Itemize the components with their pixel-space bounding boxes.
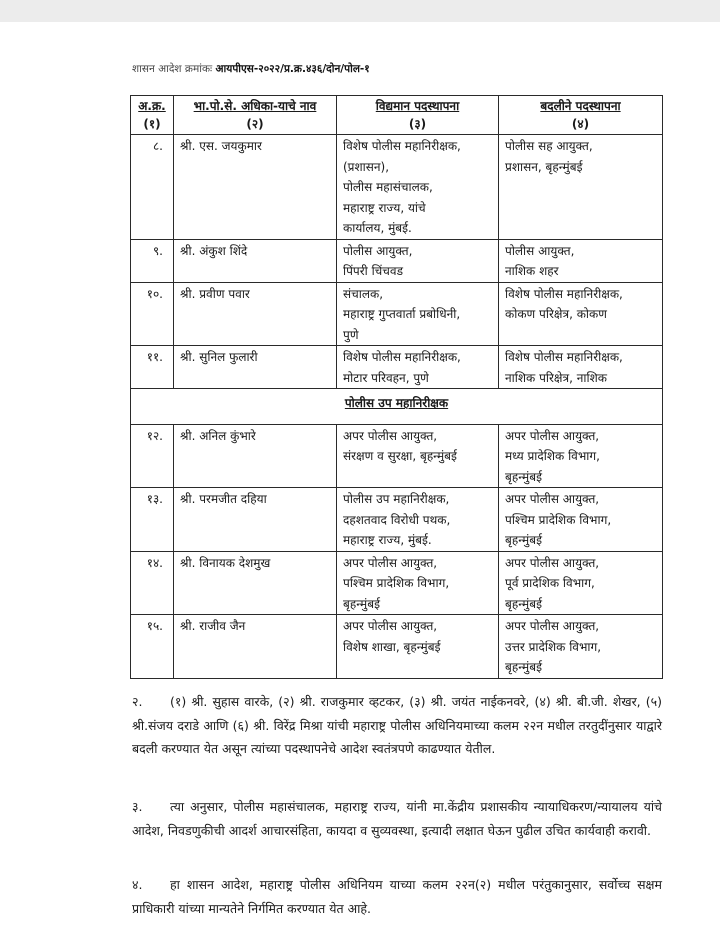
officer-name-cell: श्री. परमजीत दहिया [174, 488, 337, 552]
posting-line: बृहन्मुंबई [505, 660, 542, 674]
new-posting-cell [499, 239, 663, 282]
table-row [131, 239, 663, 282]
current-posting-cell [337, 282, 499, 346]
posting-line: पोलीस महासंचालक, [343, 180, 433, 194]
posting-line: विशेष पोलीस महानिरीक्षक, [505, 350, 623, 364]
current-posting-cell [337, 135, 499, 240]
table-row [131, 488, 663, 552]
officer-name-cell: श्री. प्रवीण पवार [174, 282, 337, 346]
table-header-row [131, 96, 663, 135]
serial-cell: ९. [131, 239, 174, 282]
posting-line: पश्चिम प्रादेशिक विभाग, [343, 576, 450, 590]
posting-line: मोटार परिवहन, पुणे [343, 370, 429, 385]
paragraph-3 [132, 795, 662, 842]
posting-line: कोकण परिक्षेत्र, कोकण [505, 307, 607, 321]
table-row [131, 551, 663, 615]
table-row [131, 424, 663, 488]
new-posting-cell [499, 488, 663, 552]
posting-line: पोलीस सह आयुक्त, [505, 139, 593, 153]
transfer-table [130, 95, 663, 679]
posting-line: विशेष पोलीस महानिरीक्षक, [505, 286, 623, 301]
table-row [131, 615, 663, 679]
officer-name-cell: श्री. राजीव जैन [174, 615, 337, 679]
current-posting-cell [337, 424, 499, 488]
serial-cell: १२. [131, 424, 174, 488]
header-officer-name: भा.पो.से. अधिका-याचे नाव (२) [174, 96, 337, 135]
posting-line: अपर पोलीस आयुक्त, [505, 428, 600, 443]
posting-line: प्रशासन, बृहन्मुंबई [505, 159, 583, 174]
current-posting-cell [337, 551, 499, 615]
current-posting-cell [337, 239, 499, 282]
header-current-posting: विद्यमान पदस्थापना (३) [337, 96, 499, 135]
posting-line: पोलीस उप महानिरीक्षक, [343, 492, 450, 506]
new-posting-cell [499, 551, 663, 615]
posting-line: विशेष शाखा, बृहन्मुंबई [343, 639, 441, 654]
section-row [131, 389, 663, 425]
serial-cell: ८. [131, 135, 174, 240]
serial-cell: ११. [131, 346, 174, 389]
new-posting-cell [499, 615, 663, 679]
posting-line: अपर पोलीस आयुक्त, [343, 555, 438, 570]
posting-line: (प्रशासन), [343, 159, 390, 174]
posting-line: पोलीस आयुक्त, [343, 243, 413, 258]
posting-line: महाराष्ट्र गुप्तवार्ता प्रबोधिनी, [343, 307, 461, 321]
paragraph-number: ३. [132, 799, 143, 814]
new-posting-cell [499, 282, 663, 346]
officer-name-cell: श्री. सुनिल फुलारी [174, 346, 337, 389]
posting-line: अपर पोलीस आयुक्त, [343, 428, 438, 443]
serial-cell: १०. [131, 282, 174, 346]
officer-name-cell: श्री. विनायक देशमुख [174, 551, 337, 615]
posting-line: नाशिक परिक्षेत्र, नाशिक [505, 370, 608, 385]
posting-line: विशेष पोलीस महानिरीक्षक, [343, 139, 461, 153]
posting-line: पश्चिम प्रादेशिक विभाग, [505, 512, 612, 527]
posting-line: बृहन्मुंबई [343, 596, 380, 611]
paragraph-text: (१) श्री. सुहास वारके, (२) श्री. राजकुमार व्हटकर, (३) श्री. जयंत नाईकनवरे, (४) श्री. बी.जी. शेखर, (५) श्री.संजय दराडे आणि (६) श्री. विरेंद्र मिश्रा यांची महाराष्ट्र पोलीस अधिनियमाच्या कलम २२न मधील तरतुदींनुसार याद्वारे बदली करण्यात येत असून त्यांच्या पदस्थापनेचे आदेश स्वतंत्रपणे काढण्यात येतील. [132, 694, 662, 756]
officer-name-cell: श्री. एस. जयकुमार [174, 135, 337, 240]
posting-line: संचालक, [343, 286, 384, 301]
order-reference-label: शासन आदेश क्रमांकः [132, 63, 213, 75]
posting-line: पुणे [343, 327, 359, 342]
paragraph-text: हा शासन आदेश, महाराष्ट्र पोलीस अधिनियम याच्या कलम २२न(२) मधील परंतुकानुसार, सर्वोच्च सक्षम प्राधिकारी यांच्या मान्यतेने निर्गमित करण्यात येत आहे. [132, 877, 662, 916]
order-reference-number: आयपीएस-२०२२/प्र.क्र.४३६/दोन/पोल-१ [215, 63, 370, 75]
table-body-igp [131, 135, 663, 389]
posting-line: महाराष्ट्र राज्य, यांचे [343, 200, 426, 215]
paragraph-number: ४. [132, 877, 143, 892]
current-posting-cell [337, 488, 499, 552]
posting-line: मध्य प्रादेशिक विभाग, [505, 449, 600, 463]
table-row [131, 346, 663, 389]
paragraph-4 [132, 873, 662, 920]
officer-name-cell: श्री. अनिल कुंभारे [174, 424, 337, 488]
posting-line: अपर पोलीस आयुक्त, [505, 492, 600, 506]
paragraph-number: २. [132, 694, 143, 709]
posting-line: अपर पोलीस आयुक्त, [505, 555, 600, 570]
current-posting-cell [337, 346, 499, 389]
posting-line: बृहन्मुंबई [505, 469, 542, 484]
posting-line: विशेष पोलीस महानिरीक्षक, [343, 350, 461, 364]
header-new-posting: बदलीने पदस्थापना (४) [499, 96, 663, 135]
order-reference [132, 62, 370, 76]
header-serial: अ.क्र. (१) [131, 96, 174, 135]
posting-line: अपर पोलीस आयुक्त, [505, 619, 600, 633]
posting-line: नाशिक शहर [505, 264, 559, 278]
posting-line: बृहन्मुंबई [505, 533, 542, 547]
top-edge-bar [0, 0, 720, 22]
serial-cell: १३. [131, 488, 174, 552]
serial-cell: १५. [131, 615, 174, 679]
table-body-dig [131, 424, 663, 678]
posting-line: बृहन्मुंबई [505, 596, 542, 611]
new-posting-cell [499, 424, 663, 488]
posting-line: पूर्व प्रादेशिक विभाग, [505, 576, 595, 590]
section-title: पोलीस उप महानिरीक्षक [131, 389, 663, 425]
table-row [131, 282, 663, 346]
serial-cell: १४. [131, 551, 174, 615]
posting-line: संरक्षण व सुरक्षा, बृहन्मुंबई [343, 449, 457, 463]
posting-line: पोलीस आयुक्त, [505, 243, 575, 258]
posting-line: दहशतवाद विरोधी पथक, [343, 512, 451, 527]
posting-line: अपर पोलीस आयुक्त, [343, 619, 438, 633]
posting-line: पिंपरी चिंचवड [343, 264, 404, 278]
table-row [131, 135, 663, 240]
new-posting-cell [499, 346, 663, 389]
posting-line: महाराष्ट्र राज्य, मुंबई. [343, 533, 432, 547]
new-posting-cell [499, 135, 663, 240]
paragraph-text: त्या अनुसार, पोलीस महासंचालक, महाराष्ट्र राज्य, यांनी मा.केंद्रीय प्रशासकीय न्यायाधिकरण/न्यायालय यांचे आदेश, निवडणुकीची आदर्श आचारसंहिता, कायदा व सुव्यवस्था, इत्यादी लक्षात घेऊन पुढील उचित कार्यवाही करावी. [132, 799, 662, 838]
posting-line: उत्तर प्रादेशिक विभाग, [505, 639, 602, 654]
paragraph-2 [132, 690, 662, 761]
officer-name-cell: श्री. अंकुश शिंदे [174, 239, 337, 282]
current-posting-cell [337, 615, 499, 679]
posting-line: कार्यालय, मुंबई. [343, 221, 412, 235]
